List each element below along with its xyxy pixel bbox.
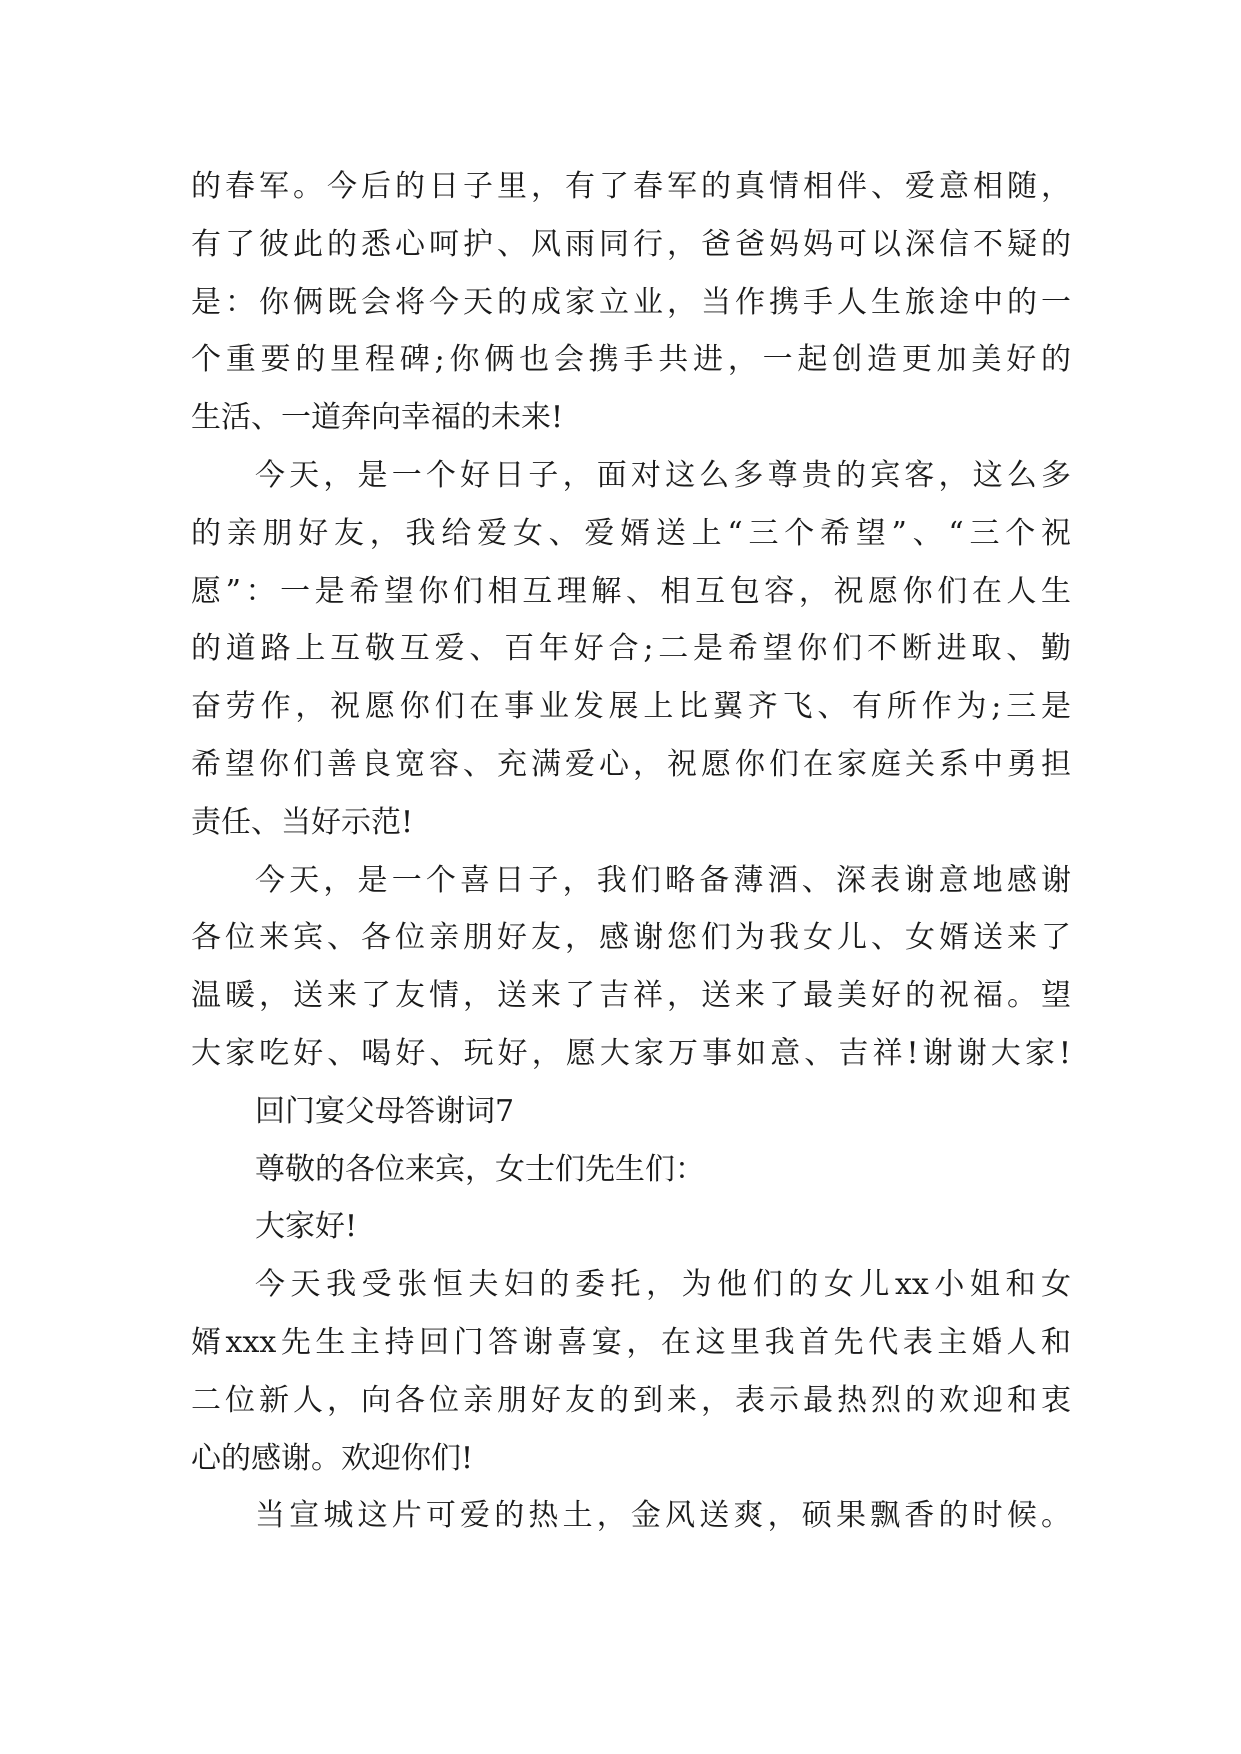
text-line: 各位来宾、各位亲朋好友，感谢您们为我女儿、女婿送来了 [191, 920, 1071, 956]
text-line: 的道路上互敬互爱、百年好合;二是希望你们不断进取、勤 [191, 631, 1071, 667]
text-line: 婿xxx先生主持回门答谢喜宴，在这里我首先代表主婚人和 [191, 1324, 1071, 1360]
text-line: 有了彼此的悉心呵护、风雨同行，爸爸妈妈可以深信不疑的 [191, 226, 1071, 262]
text-line: 当宣城这片可爱的热土，金风送爽，硕果飘香的时候。 [255, 1498, 1071, 1534]
document-body [191, 158, 1071, 1545]
text-line: 责任、当好示范! [191, 804, 414, 840]
text-line: 今天，是一个好日子，面对这么多尊贵的宾客，这么多 [255, 457, 1071, 493]
text-line: 希望你们善良宽容、充满爱心，祝愿你们在家庭关系中勇担 [191, 746, 1071, 782]
text-line: 心的感谢。欢迎你们! [191, 1440, 474, 1476]
text-line: 大家吃好、喝好、玩好，愿大家万事如意、吉祥!谢谢大家! [191, 1035, 1071, 1071]
text-line: 大家好! [255, 1209, 358, 1245]
text-line: 今天我受张恒夫妇的委托，为他们的女儿xx小姐和女 [255, 1267, 1071, 1303]
text-line: 奋劳作，祝愿你们在事业发展上比翼齐飞、有所作为;三是 [191, 689, 1071, 725]
text-line: 的春军。今后的日子里，有了春军的真情相伴、爱意相随， [191, 169, 1071, 204]
text-line: 个重要的里程碑;你俩也会携手共进，一起创造更加美好的 [191, 342, 1071, 378]
text-line: 愿”：一是希望你们相互理解、相互包容，祝愿你们在人生 [191, 573, 1071, 609]
text-line: 温暖，送来了友情，送来了吉祥，送来了最美好的祝福。望 [191, 978, 1071, 1014]
text-line: 今天，是一个喜日子，我们略备薄酒、深表谢意地感谢 [255, 862, 1071, 898]
text-line: 回门宴父母答谢词7 [255, 1093, 515, 1129]
text-line: 尊敬的各位来宾，女士们先生们： [255, 1151, 705, 1187]
text-line: 二位新人，向各位亲朋好友的到来，表示最热烈的欢迎和衷 [191, 1382, 1071, 1418]
text-line: 是：你俩既会将今天的成家立业，当作携手人生旅途中的一 [191, 284, 1071, 320]
text-line: 的亲朋好友，我给爱女、爱婿送上“三个希望”、“三个祝 [191, 515, 1071, 551]
text-line: 生活、一道奔向幸福的未来! [191, 400, 564, 436]
